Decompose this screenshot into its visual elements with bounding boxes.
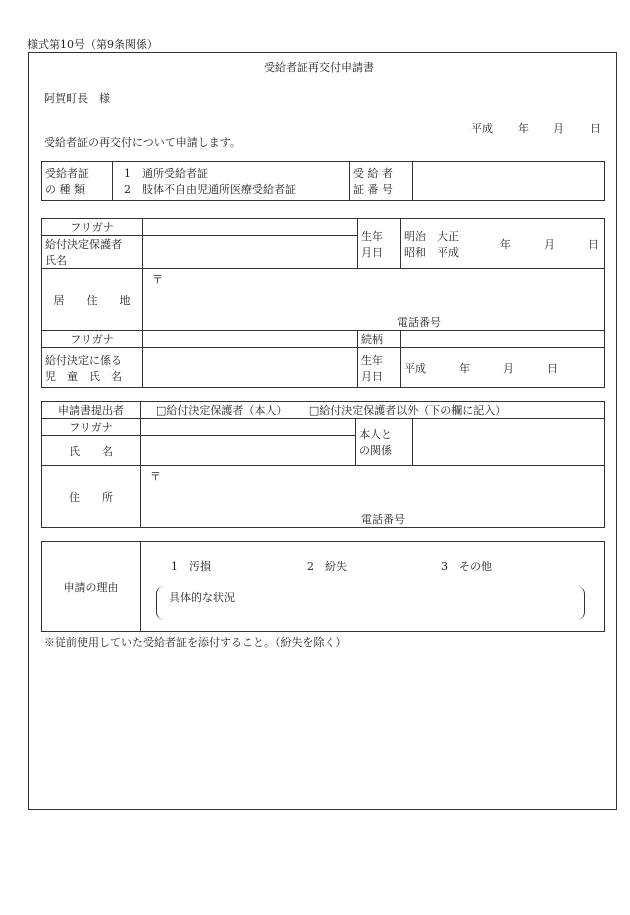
cert-type-table: [41, 161, 605, 201]
cert-number-label: 受 給 者 証 番 号: [350, 162, 413, 201]
guardian-address-label: 居 住 地: [42, 269, 143, 331]
guardian-table: [41, 218, 605, 388]
child-relation-field[interactable]: [401, 331, 605, 348]
applicant-postal-mark: 〒: [150, 470, 161, 483]
guardian-birth-field[interactable]: [401, 219, 605, 269]
guardian-name-field[interactable]: [143, 236, 358, 269]
child-name-field[interactable]: [143, 348, 358, 388]
guardian-postal-mark: 〒: [152, 273, 163, 286]
guardian-furigana-field[interactable]: [143, 219, 358, 236]
cert-option-2: 2 肢体不自由児通所医療受給者証: [124, 183, 296, 196]
date-year: 年: [518, 122, 529, 135]
applicant-relation-label: 本人と の関係: [356, 419, 413, 466]
child-birth-field[interactable]: 平成 年 月 日: [401, 348, 605, 388]
attachment-note: ※従前使用していた受給者証を添付すること。（紛失を除く）: [44, 636, 347, 649]
applicant-option-other[interactable]: □給付決定保護者以外（下の欄に記入）: [308, 404, 507, 417]
birth-eras-1: 明治 大正: [404, 229, 459, 243]
detail-field[interactable]: [170, 592, 570, 616]
cert-number-field[interactable]: [413, 162, 605, 201]
guardian-name-label: 給付決定保護者 氏名: [42, 236, 143, 269]
reason-option-2[interactable]: 2 紛失: [307, 560, 347, 573]
reason-option-3[interactable]: 3 その他: [441, 560, 492, 573]
applicant-phone-label: 電話番号: [361, 513, 405, 526]
cert-option-1: 1 通所受給者証: [124, 167, 208, 180]
child-furigana-label: フリガナ: [42, 331, 143, 348]
detail-bracket-right: [576, 586, 585, 620]
child-furigana-field[interactable]: [143, 331, 358, 348]
form-title: 受給者証再交付申請書: [264, 61, 374, 74]
child-birth-label: 生年 月日: [358, 348, 401, 388]
applicant-address-field[interactable]: [141, 466, 605, 528]
cert-type-options: [113, 162, 350, 201]
form-number: 様式第10号（第9条関係）: [27, 38, 158, 51]
applicant-options: [141, 402, 605, 419]
applicant-furigana-label: フリガナ: [42, 419, 141, 436]
date-day: 日: [590, 122, 601, 135]
date-month: 月: [553, 122, 564, 135]
child-name-label: 給付決定に係る 児 童 氏 名: [42, 348, 143, 388]
reason-option-1[interactable]: 1 汚損: [171, 560, 211, 573]
reason-field: [141, 542, 605, 632]
cert-type-label: 受給者証 の 種 類: [42, 162, 113, 201]
applicant-table: [41, 401, 605, 528]
birth-ymd: 年 月 日: [500, 237, 599, 251]
intro-text: 受給者証の再交付について申請します。: [44, 136, 241, 149]
birth-eras-2: 昭和 平成: [404, 245, 459, 259]
guardian-birth-label: 生年 月日: [358, 219, 401, 269]
child-relation-label: 続柄: [358, 331, 401, 348]
detail-bracket-left: [156, 586, 165, 620]
addressee: 阿賀町長 様: [44, 92, 110, 105]
reason-detail-label: 具体的な状況: [169, 591, 235, 604]
applicant-option-self[interactable]: □給付決定保護者（本人）: [156, 404, 288, 417]
guardian-phone-label: 電話番号: [397, 316, 441, 329]
guardian-furigana-label: フリガナ: [42, 219, 143, 236]
reason-label: 申請の理由: [42, 542, 141, 632]
applicant-name-field[interactable]: [141, 436, 356, 466]
guardian-address-field[interactable]: [143, 269, 605, 331]
reason-table: [41, 541, 605, 632]
applicant-address-label: 住 所: [42, 466, 141, 528]
applicant-header-label: 申請書提出者: [42, 402, 141, 419]
applicant-relation-field[interactable]: [413, 419, 605, 466]
applicant-name-label: 氏 名: [42, 436, 141, 466]
date-era: 平成: [471, 122, 493, 135]
applicant-furigana-field[interactable]: [141, 419, 356, 436]
